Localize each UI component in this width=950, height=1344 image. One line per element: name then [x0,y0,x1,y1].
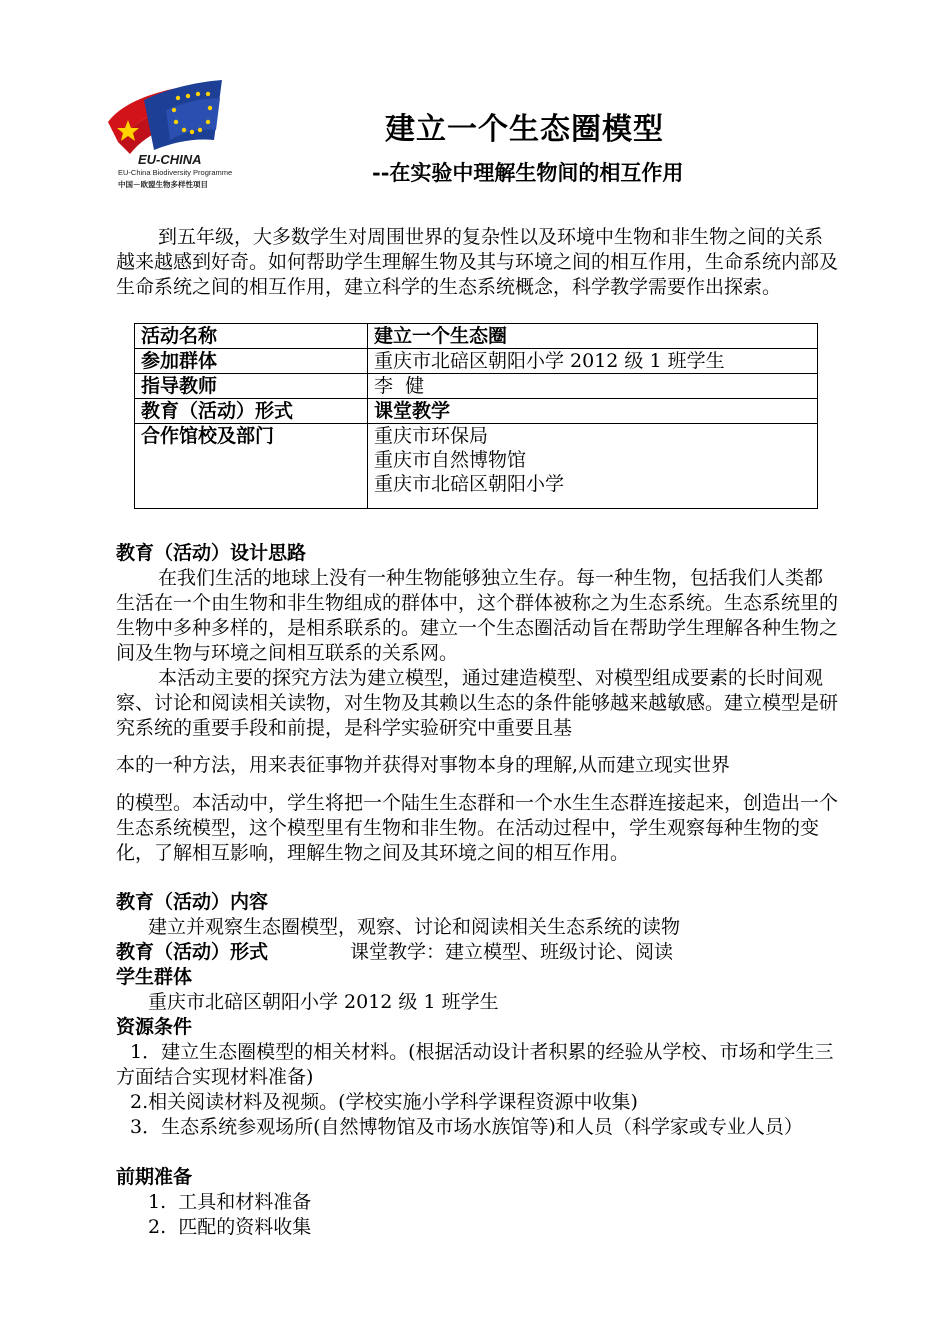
group-heading: 学生群体 [116,966,193,988]
table-key: 指导教师 [135,374,368,399]
resource-item-1: 1．建立生态圈模型的相关材料。(根据活动设计者积累的经验从学校、市场和学生三方面结合实现材料准备) [116,1041,834,1088]
table-key: 合作馆校及部门 [135,424,368,509]
resources-heading: 资源条件 [116,1016,193,1038]
intro-paragraph: 到五年级，大多数学生对周围世界的复杂性以及环境中生物和非生物之间的关系越来越感到好奇。如何帮助学生理解生物及其与环境之间的相互作用，生命系统内部及生命系统之间的相互作用，建立科学的生态系统概念，科学教学需要作出探索。 [116,226,839,298]
table-value: 李 健 [368,374,818,399]
table-row [135,399,818,424]
design-heading: 教育（活动）设计思路 [116,542,307,564]
table-value [368,424,818,509]
partner-item: 重庆市自然博物馆 [374,449,527,471]
prep-heading: 前期准备 [116,1166,193,1188]
logo-programme-cn: 中国－欧盟生物多样性项目 [118,180,208,189]
page-subtitle: --在实验中理解生物间的相互作用 [372,160,684,185]
logo-brand: EU-CHINA [138,152,202,167]
form-text: 课堂教学：建立模型、班级讨论、阅读 [350,941,674,963]
design-paragraph-1: 在我们生活的地球上没有一种生物能够独立生存。每一种生物，包括我们人类都生活在一个由生物和非生物组成的群体中，这个群体被称之为生态系统。生态系统里的生物中多种多样的，是相系联系的。建立一个生态圈活动旨在帮助学生理解各种生物之间及生物与环境之间相互联系的关系网。 [116,567,839,664]
page-title: 建立一个生态圈模型 [385,112,664,147]
table-key: 教育（活动）形式 [135,399,368,424]
table-row [135,424,818,509]
group-text: 重庆市北碚区朝阳小学 2012 级 1 班学生 [148,991,499,1013]
eu-china-logo [104,80,234,192]
partner-item: 重庆市北碚区朝阳小学 [374,473,565,495]
resource-item-2: 2.相关阅读材料及视频。(学校实施小学科学课程资源中收集) [130,1091,638,1113]
table-key: 参加群体 [135,349,368,374]
design-paragraph-2-end: 的模型。本活动中，学生将把一个陆生生态群和一个水生生态群连接起来，创造出一个生态系统模型，这个模型里有生物和非生物。在活动过程中，学生观察每种生物的变化，了解相互影响，理解生物之间及其环境之间的相互作用。 [116,792,839,864]
form-heading: 教育（活动）形式 [116,941,269,963]
design-paragraph-2-cont: 本的一种方法，用来表征事物并获得对事物本身的理解,从而建立现实世界 [116,754,731,776]
design-paragraph-2: 本活动主要的探究方法为建立模型，通过建造模型、对模型组成要素的长时间观察、讨论和阅读相关读物，对生物及其赖以生态的条件能够越来越敏感。建立模型是研究系统的重要手段和前提，是科学实验研究中重要且基 [116,667,839,739]
content-text: 建立并观察生态圈模型，观察、讨论和阅读相关生态系统的读物 [148,916,681,938]
prep-item-1: 1. 工具和材料准备 [148,1191,312,1213]
table-key: 活动名称 [135,324,368,349]
activity-info-table [134,323,818,509]
table-value: 重庆市北碚区朝阳小学 2012 级 1 班学生 [368,349,818,374]
prep-item-2: 2. 匹配的资料收集 [148,1216,312,1238]
logo-programme-en: EU-China Biodiversity Programme [118,168,233,177]
table-row [135,324,818,349]
table-row [135,349,818,374]
table-value: 课堂教学 [368,399,818,424]
table-value: 建立一个生态圈 [368,324,818,349]
partner-item: 重庆市环保局 [374,425,489,447]
table-row [135,374,818,399]
flag-logo-icon [104,80,234,160]
content-heading: 教育（活动）内容 [116,891,269,913]
resource-item-3: 3．生态系统参观场所(自然博物馆及市场水族馆等)和人员（科学家或专业人员） [130,1116,803,1138]
